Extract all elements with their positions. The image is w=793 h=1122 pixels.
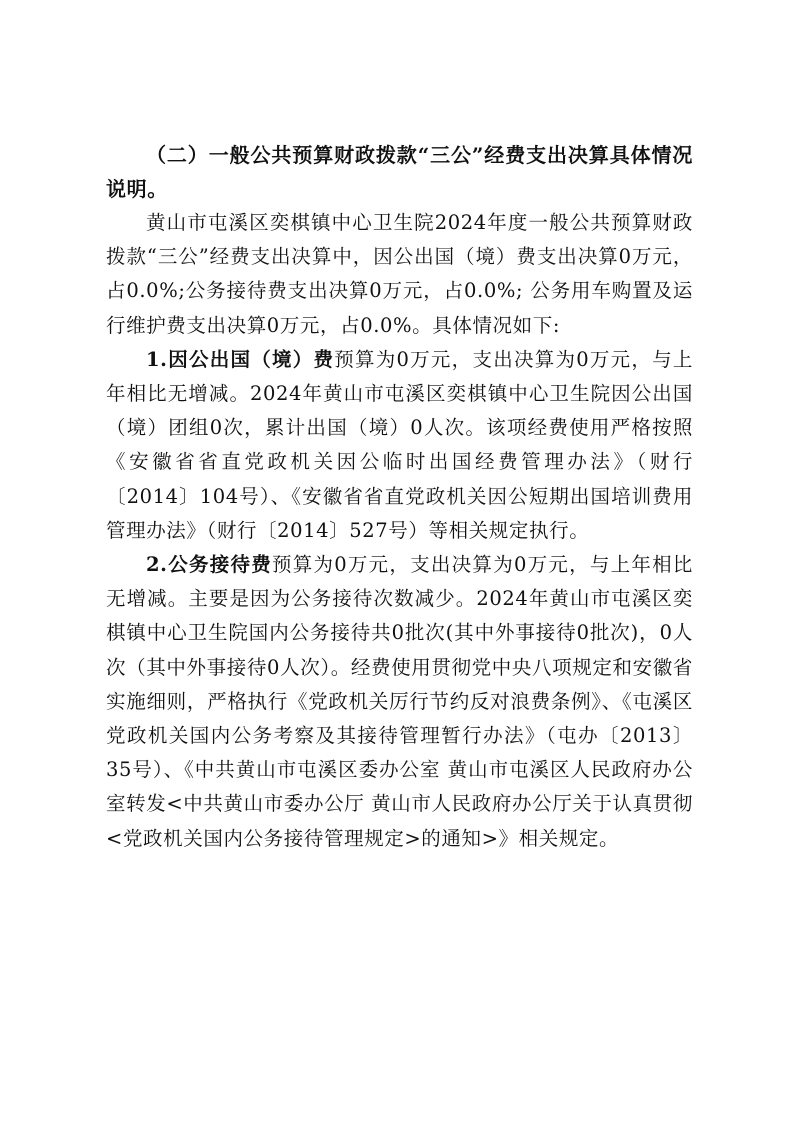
document-body	[106, 138, 693, 856]
item-paragraph-travel	[106, 343, 693, 548]
item-lead-travel: 1.因公出国（境）费	[146, 347, 335, 371]
item-text-travel: 预算为0万元，支出决算为0万元，与上年相比无增减。2024年黄山市屯溪区奕棋镇中心卫生院因公出国（境）团组0次，累计出国（境）0人次。该项经费使用严格按照《安徽省省直党政机关因公临时出国经费管理办法》（财行〔2014〕104号）、《安徽省省直党政机关因公短期出国培训费用管理办法》（财行〔2014〕527号）等相关规定执行。	[106, 347, 693, 542]
intro-paragraph: 黄山市屯溪区奕棋镇中心卫生院2024年度一般公共预算财政拨款“三公”经费支出决算中，因公出国（境）费支出决算0万元，占0.0%;公务接待费支出决算0万元，占0.0%; 公务用车购置及运行维护费支出决算0万元，占0.0%。具体情况如下:	[106, 211, 693, 337]
item-paragraph-reception	[106, 548, 693, 856]
item-lead-reception: 2.公务接待费	[146, 553, 272, 577]
section-heading: （二）一般公共预算财政拨款“三公”经费支出决算具体情况说明。	[106, 143, 693, 201]
item-text-reception: 预算为0万元，支出决算为0万元，与上年相比无增减。主要是因为公务接待次数减少。2024年黄山市屯溪区奕棋镇中心卫生院国内公务接待共0批次(其中外事接待0批次)，0人次（其中外事接待0人次）。经费使用贯彻党中央八项规定和安徽省实施细则，严格执行《党政机关厉行节约反对浪费条例》、《屯溪区党政机关国内公务考察及其接待管理暂行办法》（屯办〔2013〕35号）、《中共黄山市屯溪区委办公室 黄山市屯溪区人民政府办公室转发<中共黄山市委办公厅 黄山市人民政府办公厅关于认真贯彻<党政机关国内公务接待管理规定>的通知>》相关规定。	[106, 553, 693, 850]
